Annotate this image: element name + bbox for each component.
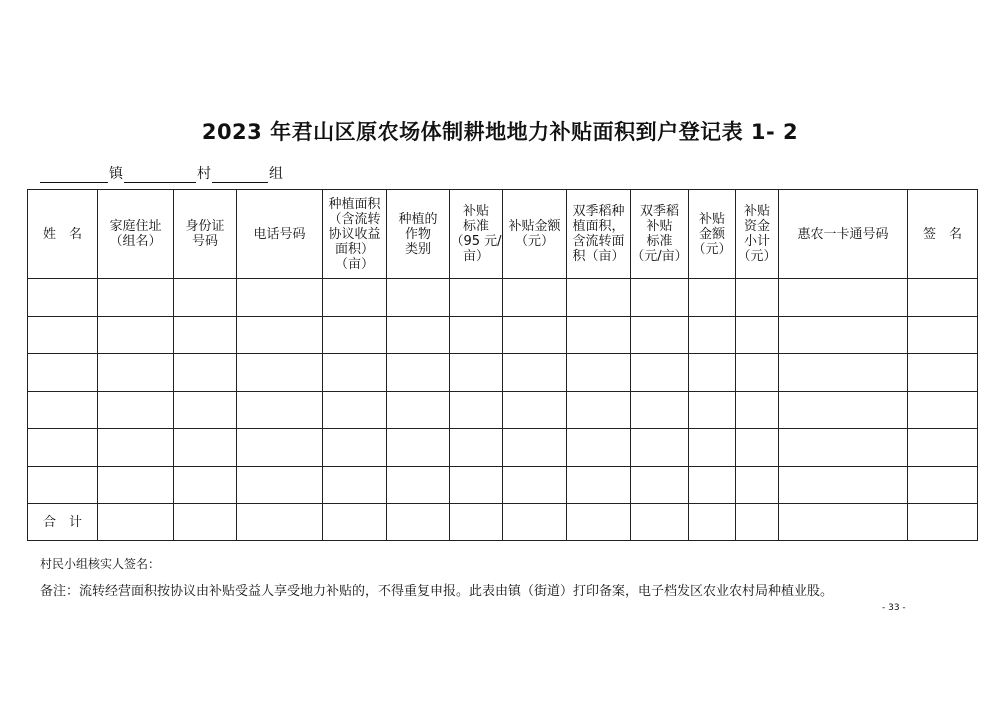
table-cell[interactable] xyxy=(450,354,503,392)
table-cell[interactable] xyxy=(28,279,98,317)
verifier-signature-label: 村民小组核实人签名： xyxy=(40,557,161,571)
column-header: 惠农一卡通号码 xyxy=(779,190,908,279)
table-cell[interactable] xyxy=(736,504,779,541)
table-cell[interactable] xyxy=(174,429,237,467)
table-cell[interactable] xyxy=(98,391,174,429)
table-cell[interactable] xyxy=(237,504,323,541)
table-cell[interactable] xyxy=(631,466,689,504)
table-row xyxy=(28,354,978,392)
column-header: 签 名 xyxy=(908,190,978,279)
table-cell[interactable] xyxy=(567,279,631,317)
table-cell[interactable] xyxy=(689,504,736,541)
table-cell[interactable] xyxy=(567,354,631,392)
table-cell[interactable] xyxy=(908,316,978,354)
table-cell[interactable] xyxy=(567,391,631,429)
table-cell[interactable] xyxy=(503,391,567,429)
table-cell[interactable] xyxy=(98,316,174,354)
column-header: 电话号码 xyxy=(237,190,323,279)
table-cell[interactable] xyxy=(689,429,736,467)
table-cell[interactable] xyxy=(387,391,450,429)
table-cell[interactable] xyxy=(28,391,98,429)
group-label: 组 xyxy=(269,166,283,182)
table-cell[interactable] xyxy=(98,354,174,392)
table-cell[interactable] xyxy=(503,279,567,317)
village-label: 村 xyxy=(197,166,211,182)
table-cell[interactable] xyxy=(174,504,237,541)
table-cell[interactable] xyxy=(387,316,450,354)
table-cell[interactable] xyxy=(736,354,779,392)
table-cell[interactable] xyxy=(779,316,908,354)
table-cell[interactable] xyxy=(908,466,978,504)
table-cell[interactable] xyxy=(323,504,387,541)
table-cell[interactable] xyxy=(631,354,689,392)
table-cell[interactable] xyxy=(503,429,567,467)
table-cell[interactable] xyxy=(689,279,736,317)
total-row xyxy=(28,504,978,541)
table-cell[interactable] xyxy=(736,391,779,429)
table-cell[interactable] xyxy=(631,429,689,467)
table-cell[interactable] xyxy=(387,504,450,541)
table-cell[interactable] xyxy=(323,391,387,429)
table-row xyxy=(28,316,978,354)
table-cell[interactable] xyxy=(736,316,779,354)
page-number: - 33 - xyxy=(882,603,906,613)
table-row xyxy=(28,391,978,429)
table-cell[interactable] xyxy=(28,316,98,354)
table-cell[interactable] xyxy=(237,466,323,504)
town-label: 镇 xyxy=(109,166,123,182)
table-cell[interactable] xyxy=(237,354,323,392)
table-cell[interactable] xyxy=(174,316,237,354)
table-cell[interactable] xyxy=(631,279,689,317)
table-cell[interactable] xyxy=(450,316,503,354)
table-cell[interactable] xyxy=(631,504,689,541)
table-cell[interactable] xyxy=(779,279,908,317)
table-cell[interactable] xyxy=(323,429,387,467)
table-cell[interactable] xyxy=(98,504,174,541)
table-cell[interactable] xyxy=(323,466,387,504)
table-cell[interactable] xyxy=(450,429,503,467)
table-cell[interactable] xyxy=(323,354,387,392)
table-cell[interactable] xyxy=(908,429,978,467)
table-cell[interactable] xyxy=(98,466,174,504)
table-cell[interactable] xyxy=(779,391,908,429)
table-cell[interactable] xyxy=(503,466,567,504)
table-cell[interactable] xyxy=(28,466,98,504)
table-cell[interactable] xyxy=(689,391,736,429)
total-label: 合 计 xyxy=(28,504,98,541)
group-blank[interactable] xyxy=(212,166,268,183)
table-cell[interactable] xyxy=(503,504,567,541)
table-cell[interactable] xyxy=(28,354,98,392)
table-cell[interactable] xyxy=(237,391,323,429)
table-row xyxy=(28,279,978,317)
table-body xyxy=(28,279,978,541)
table-cell[interactable] xyxy=(28,429,98,467)
table-cell[interactable] xyxy=(689,354,736,392)
table-cell[interactable] xyxy=(736,279,779,317)
column-header: 家庭住址 （组名） xyxy=(98,190,174,279)
table-cell[interactable] xyxy=(450,391,503,429)
table-cell[interactable] xyxy=(908,354,978,392)
table-cell[interactable] xyxy=(450,504,503,541)
location-line xyxy=(40,163,284,183)
table-cell[interactable] xyxy=(387,279,450,317)
table-cell[interactable] xyxy=(567,429,631,467)
registration-table xyxy=(27,189,978,541)
table-cell[interactable] xyxy=(174,391,237,429)
table-cell[interactable] xyxy=(736,466,779,504)
table-cell[interactable] xyxy=(323,279,387,317)
table-cell[interactable] xyxy=(567,316,631,354)
table-cell[interactable] xyxy=(631,316,689,354)
table-cell[interactable] xyxy=(779,354,908,392)
table-cell[interactable] xyxy=(237,279,323,317)
table-cell[interactable] xyxy=(450,279,503,317)
table-row xyxy=(28,466,978,504)
column-header: 补贴金额 （元） xyxy=(503,190,567,279)
table-cell[interactable] xyxy=(237,429,323,467)
column-header: 双季稻种 植面积， 含流转面 积（亩） xyxy=(567,190,631,279)
table-cell[interactable] xyxy=(387,466,450,504)
village-blank[interactable] xyxy=(124,166,196,183)
table-cell[interactable] xyxy=(779,466,908,504)
column-header: 种植的 作物 类别 xyxy=(387,190,450,279)
table-cell[interactable] xyxy=(689,316,736,354)
remarks-note: 备注：流转经营面积按协议由补贴受益人享受地力补贴的，不得重复申报。此表由镇（街道）打印备案，电子档发区农业农村局种植业股。 xyxy=(40,584,834,599)
column-header: 补贴 标准 （95 元/ 亩） xyxy=(450,190,503,279)
page-title: 2023 年君山区原农场体制耕地地力补贴面积到户登记表 1- 2 xyxy=(201,120,799,144)
table-cell[interactable] xyxy=(908,279,978,317)
table-cell[interactable] xyxy=(174,466,237,504)
table-cell[interactable] xyxy=(237,316,323,354)
table-cell[interactable] xyxy=(908,391,978,429)
column-header: 种植面积 （含流转 协议收益 面积） （亩） xyxy=(323,190,387,279)
table-header-row xyxy=(28,190,978,279)
column-header: 姓 名 xyxy=(28,190,98,279)
table-cell[interactable] xyxy=(567,466,631,504)
table-cell[interactable] xyxy=(387,354,450,392)
column-header: 补贴 金额 （元） xyxy=(689,190,736,279)
table-cell[interactable] xyxy=(908,504,978,541)
table-cell[interactable] xyxy=(174,354,237,392)
table-cell[interactable] xyxy=(503,354,567,392)
table-cell[interactable] xyxy=(323,316,387,354)
column-header: 补贴 资金 小计 （元） xyxy=(736,190,779,279)
table-cell[interactable] xyxy=(567,504,631,541)
table-cell[interactable] xyxy=(98,429,174,467)
town-blank[interactable] xyxy=(40,166,108,183)
table-cell[interactable] xyxy=(779,504,908,541)
table-row xyxy=(28,429,978,467)
table-cell[interactable] xyxy=(174,279,237,317)
table-cell[interactable] xyxy=(387,429,450,467)
table-cell[interactable] xyxy=(450,466,503,504)
column-header: 双季稻 补贴 标准 （元/亩） xyxy=(631,190,689,279)
table-cell[interactable] xyxy=(503,316,567,354)
table-cell[interactable] xyxy=(98,279,174,317)
table-cell[interactable] xyxy=(779,429,908,467)
table-cell[interactable] xyxy=(736,429,779,467)
table-cell[interactable] xyxy=(689,466,736,504)
column-header: 身份证 号码 xyxy=(174,190,237,279)
table-cell[interactable] xyxy=(631,391,689,429)
